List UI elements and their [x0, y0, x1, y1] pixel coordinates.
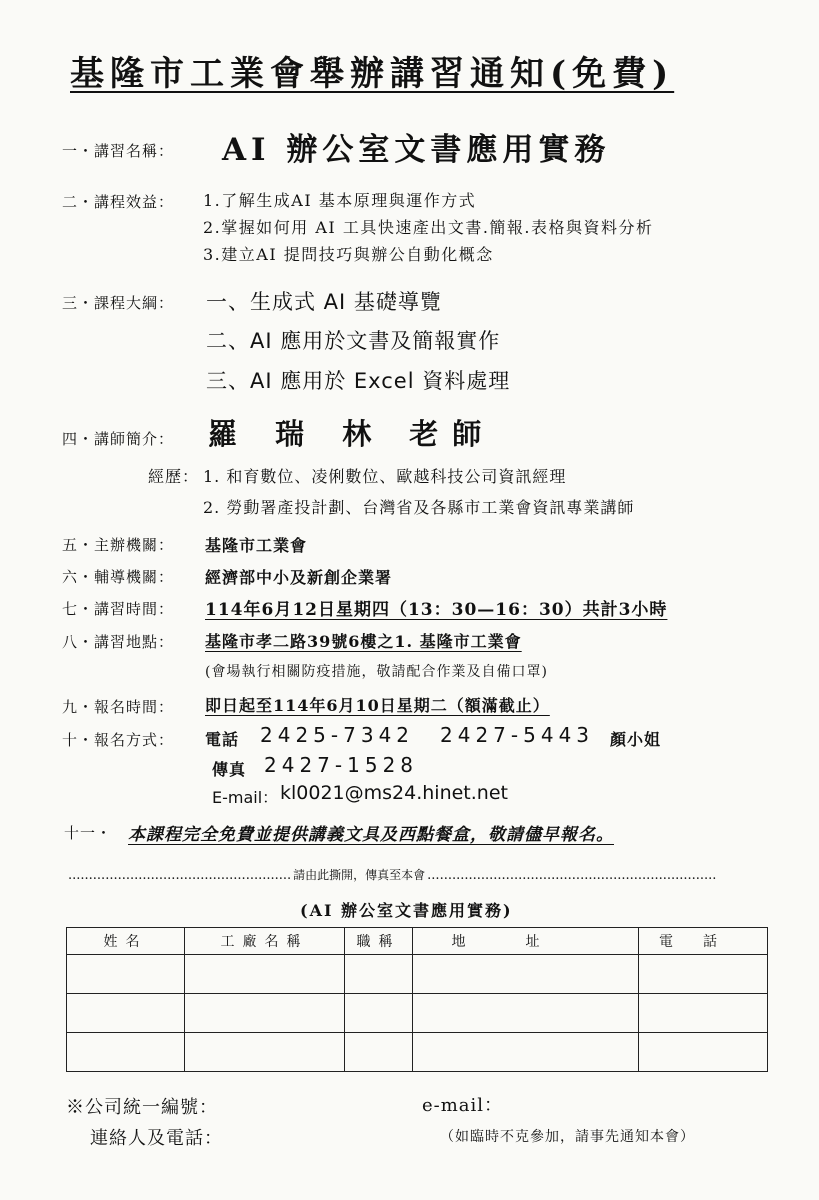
experience-label: 經歷：: [148, 467, 200, 486]
cut-line: [68, 866, 768, 883]
email-address: kl0021@ms24.hinet.net: [280, 782, 508, 804]
column-header: 地址: [413, 928, 639, 955]
place-note: (會場執行相關防疫措施，敬請配合作業及自備口罩): [205, 664, 548, 680]
footer-note: （如臨時不克參加，請事先通知本會）: [440, 1129, 695, 1145]
page-title: 基隆市工業會舉辦講習通知(免費): [70, 54, 675, 94]
outline-label: 三・課程大綱：: [62, 294, 175, 312]
address-cell[interactable]: [413, 994, 639, 1033]
table-row: [67, 1033, 768, 1072]
benefits-label: 二・講程效益：: [62, 193, 175, 211]
benefit-item: 1.了解生成AI 基本原理與運作方式: [203, 191, 477, 210]
phone-cell[interactable]: [639, 955, 768, 994]
signup-time-label: 九・報名時間：: [62, 698, 175, 716]
place-value: 基隆市孝二路39號6樓之1. 基隆市工業會: [205, 632, 522, 651]
phone-number: 2425-7342: [260, 723, 415, 747]
advisor-value: 經濟部中小及新創企業署: [205, 568, 393, 587]
teacher-label: 四・講師簡介：: [62, 430, 175, 448]
name-cell[interactable]: [67, 1033, 185, 1072]
outline-item: 三、AI 應用於 Excel 資料處理: [206, 369, 511, 393]
footer-email-label: e-mail：: [422, 1095, 504, 1116]
table-row: [67, 955, 768, 994]
address-cell[interactable]: [413, 1033, 639, 1072]
form-title: (AI 辦公室文書應用實務): [300, 901, 513, 920]
factory-cell[interactable]: [185, 955, 345, 994]
name-cell[interactable]: [67, 955, 185, 994]
fax-number: 2427-1528: [264, 753, 419, 777]
contact-label: 連絡人及電話：: [90, 1128, 223, 1149]
phone-cell[interactable]: [639, 1033, 768, 1072]
signup-method-label: 十・報名方式：: [62, 731, 175, 749]
course-name: AI 辦公室文書應用實務: [222, 132, 611, 168]
outline-item: 一、生成式 AI 基礎導覽: [206, 290, 442, 314]
email-label: E-mail：: [212, 788, 279, 807]
outline-item: 二、AI 應用於文書及簡報實作: [206, 329, 501, 353]
teacher-name: 羅 瑞 林 老師: [208, 417, 496, 451]
phone-cell[interactable]: [639, 994, 768, 1033]
address-cell[interactable]: [413, 955, 639, 994]
column-header: 姓名: [67, 928, 185, 955]
course-label: 一・講習名稱：: [62, 142, 175, 160]
time-value: 114年6月12日星期四（13：30—16：30）共計3小時: [205, 600, 668, 620]
title-cell[interactable]: [345, 994, 413, 1033]
column-header: 職稱: [345, 928, 413, 955]
company-id-label: ※公司統一編號：: [66, 1097, 218, 1118]
dotted-divider: ......................................................................: [427, 868, 717, 883]
title-cell[interactable]: [345, 955, 413, 994]
phone-number: 2427-5443: [440, 723, 595, 747]
factory-cell[interactable]: [185, 994, 345, 1033]
table-header-row: [67, 928, 768, 955]
fax-label: 傳真: [212, 760, 247, 779]
experience-item: 2. 勞動署產投計劃、台灣省及各縣市工業會資訊專業講師: [203, 498, 635, 517]
column-header: 工廠名稱: [185, 928, 345, 955]
final-label: 十一・: [64, 824, 113, 842]
place-label: 八・講習地點：: [62, 633, 175, 651]
signup-time-value: 即日起至114年6月10日星期二（額滿截止）: [205, 696, 550, 715]
benefit-item: 3.建立AI 提問技巧與辦公自動化概念: [203, 245, 494, 264]
advisor-label: 六・輔導機關：: [62, 568, 175, 586]
final-note: 本課程完全免費並提供講義文具及西點餐盒，敬請儘早報名。: [128, 825, 614, 845]
phone-label: 電話: [205, 730, 240, 749]
name-cell[interactable]: [67, 994, 185, 1033]
registration-table: [66, 927, 768, 1072]
title-cell[interactable]: [345, 1033, 413, 1072]
factory-cell[interactable]: [185, 1033, 345, 1072]
time-label: 七・講習時間：: [62, 600, 175, 618]
benefit-item: 2.掌握如何用 AI 工具快速產出文書.簡報.表格與資料分析: [203, 218, 654, 237]
organizer-value: 基隆市工業會: [205, 536, 308, 555]
column-header: 電話: [639, 928, 768, 955]
table-row: [67, 994, 768, 1033]
cut-line-text: 請由此撕開，傳真至本會: [293, 868, 426, 882]
experience-item: 1. 和育數位、凌俐數位、歐越科技公司資訊經理: [203, 467, 567, 486]
contact-person: 顏小姐: [610, 730, 662, 749]
organizer-label: 五・主辦機關：: [62, 536, 175, 554]
dotted-divider: ......................................................: [68, 868, 292, 883]
